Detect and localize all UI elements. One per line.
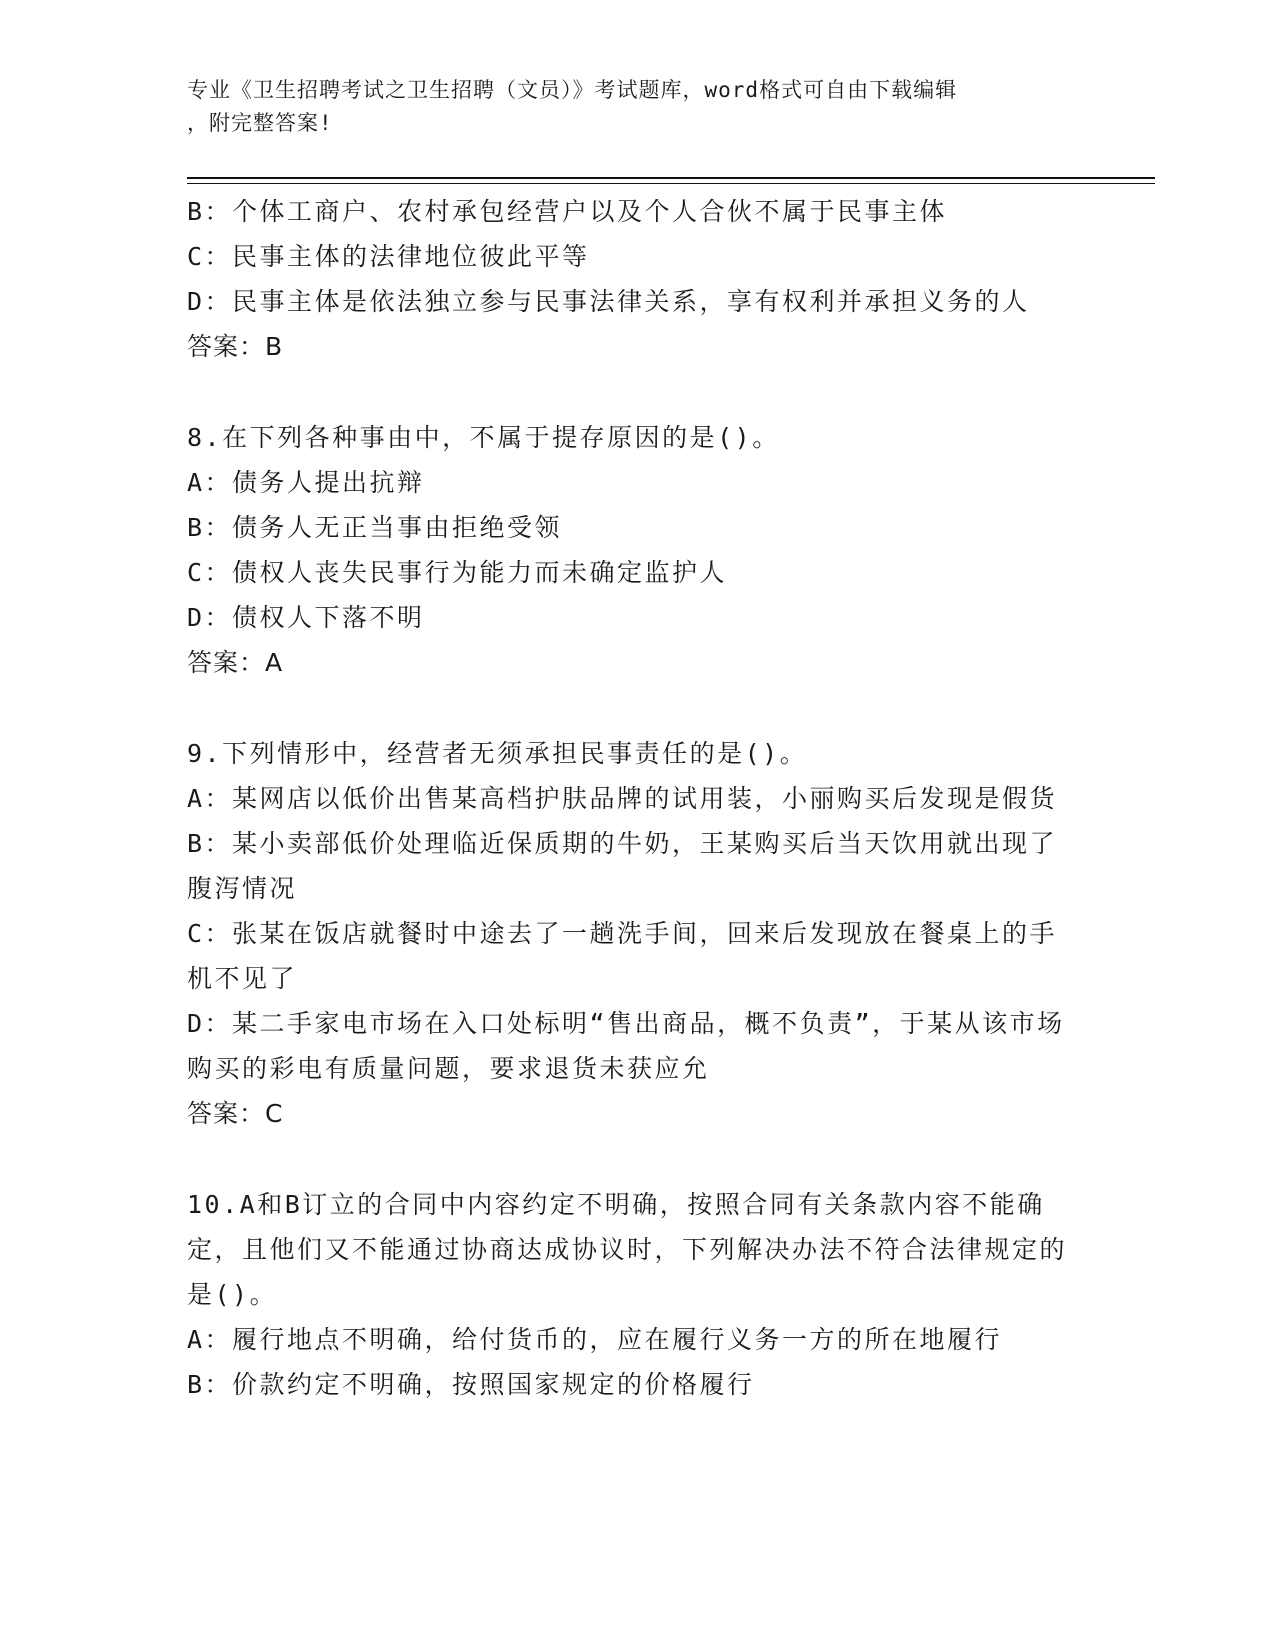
q7-option-c: C：民事主体的法律地位彼此平等 [187, 242, 590, 271]
q7-answer: 答案：B [187, 332, 284, 361]
header-line-1: 专业《卫生招聘考试之卫生招聘（文员）》考试题库，word格式可自由下载编辑 [187, 78, 958, 102]
q10-option-a: A：履行地点不明确，给付货币的，应在履行义务一方的所在地履行 [187, 1325, 1003, 1354]
q9-option-b: B：某小卖部低价处理临近保质期的牛奶，王某购买后当天饮用就出现了腹泻情况 [187, 829, 1058, 903]
q8-answer: 答案：A [187, 648, 284, 677]
q9-option-a: A：某网店以低价出售某高档护肤品牌的试用装，小丽购买后发现是假货 [187, 784, 1058, 813]
question-content [187, 189, 1067, 1407]
header-rule-thick [187, 177, 1155, 179]
question-9 [187, 731, 1067, 1136]
q8-option-c: C：债权人丧失民事行为能力而未确定监护人 [187, 558, 728, 587]
q8-option-b: B：债务人无正当事由拒绝受领 [187, 513, 563, 542]
question-7-tail [187, 189, 1067, 369]
q8-option-d: D：债权人下落不明 [187, 603, 425, 632]
header-rule-thin [187, 183, 1155, 184]
q9-answer: 答案：C [187, 1099, 284, 1128]
q7-option-d: D：民事主体是依法独立参与民事法律关系，享有权利并承担义务的人 [187, 287, 1030, 316]
q10-option-b: B：价款约定不明确，按照国家规定的价格履行 [187, 1370, 755, 1399]
q8-option-a: A：债务人提出抗辩 [187, 468, 425, 497]
q9-option-d: D：某二手家电市场在入口处标明“售出商品，概不负责”，于某从该市场购买的彩电有质量问题，要求退货未获应允 [187, 1009, 1065, 1083]
q9-option-c: C：张某在饭店就餐时中途去了一趟洗手间，回来后发现放在餐桌上的手机不见了 [187, 919, 1058, 993]
document-header [187, 74, 1067, 140]
q10-stem: 10.A和B订立的合同中内容约定不明确，按照合同有关条款内容不能确定，且他们又不能通过协商达成协议时，下列解决办法不符合法律规定的是()。 [187, 1190, 1068, 1309]
q7-option-b: B：个体工商户、农村承包经营户以及个人合伙不属于民事主体 [187, 197, 948, 226]
q8-stem: 8.在下列各种事由中，不属于提存原因的是()。 [187, 423, 780, 452]
question-10 [187, 1182, 1067, 1407]
q9-stem: 9.下列情形中，经营者无须承担民事责任的是()。 [187, 739, 808, 768]
question-8 [187, 415, 1067, 685]
header-line-2: ，附完整答案! [187, 111, 333, 135]
